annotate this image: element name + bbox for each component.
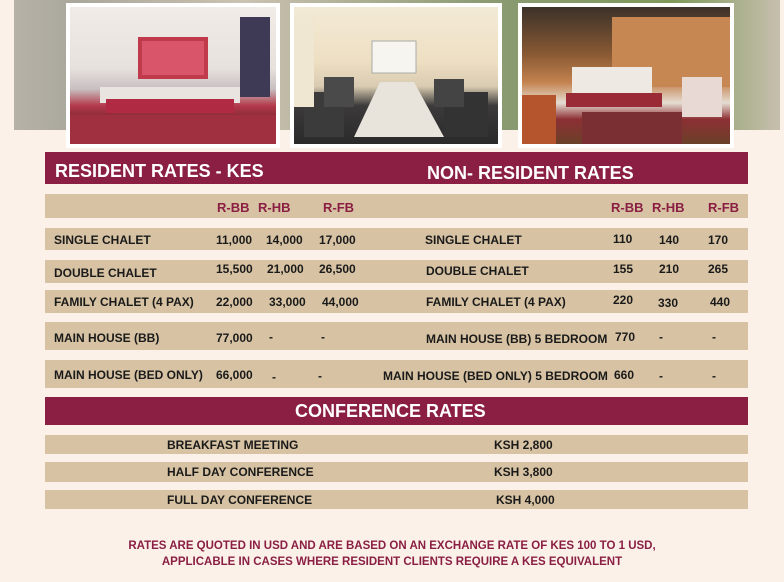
resident-room-name: SINGLE CHALET (54, 233, 151, 247)
resident-header-fb: R-FB (323, 200, 355, 215)
conference-item-name: BREAKFAST MEETING (167, 438, 299, 452)
resident-rate-hb: 21,000 (267, 262, 304, 276)
exchange-rate-note-line-2: APPLICABLE IN CASES WHERE RESIDENT CLIENTS REQUIRE A KES EQUIVALENT (161, 556, 623, 568)
nonresident-rate-hb: - (659, 369, 663, 383)
resident-rate-hb: 14,000 (266, 233, 303, 247)
resident-room-name: MAIN HOUSE (BED ONLY) (54, 368, 203, 382)
conference-row (45, 435, 748, 454)
resident-header-bb: R-BB (217, 200, 250, 215)
nonresident-rate-fb: 265 (708, 262, 729, 276)
nonresident-rate-bb: 660 (614, 368, 635, 382)
resident-rate-bb: 77,000 (216, 331, 253, 345)
rates-header-bar (45, 152, 748, 184)
nonresident-rate-hb: 140 (659, 233, 680, 247)
resident-rate-bb: 66,000 (216, 368, 253, 382)
resident-room-name: FAMILY CHALET (4 PAX) (54, 295, 194, 309)
nonresident-room-name: MAIN HOUSE (BB) 5 BEDROOM (426, 332, 608, 346)
nonresident-rate-hb: 210 (659, 262, 680, 276)
nonresident-rate-bb: 155 (613, 262, 634, 276)
rates-row (45, 290, 748, 313)
chalet-bedroom-photo (518, 3, 734, 148)
nonresident-rate-fb: 440 (710, 295, 731, 309)
resident-rate-fb: 44,000 (322, 295, 359, 309)
conference-item-name: HALF DAY CONFERENCE (167, 465, 314, 479)
bedroom-photo (66, 3, 280, 148)
resident-rate-hb: - (272, 370, 276, 384)
resident-header-hb: R-HB (258, 200, 291, 215)
rates-row (45, 360, 748, 388)
resident-rate-bb: 15,500 (216, 262, 253, 276)
conference-room-photo (290, 3, 502, 148)
resident-rate-fb: 26,500 (319, 262, 356, 276)
conference-item-price: KSH 3,800 (494, 465, 553, 479)
resident-room-name: DOUBLE CHALET (54, 266, 157, 280)
nonresident-room-name: FAMILY CHALET (4 PAX) (426, 295, 566, 309)
nonresident-rate-fb: - (712, 369, 716, 383)
resident-rate-bb: 22,000 (216, 295, 253, 309)
nonresident-room-name: MAIN HOUSE (BED ONLY) 5 BEDROOM (383, 369, 608, 383)
conference-item-name: FULL DAY CONFERENCE (167, 493, 313, 507)
conference-rates-title: CONFERENCE RATES (295, 401, 486, 421)
nonresident-rate-hb: - (659, 330, 663, 344)
rates-column-header-row (45, 194, 748, 218)
resident-rate-hb: 33,000 (269, 295, 306, 309)
resident-rate-hb: - (269, 330, 273, 344)
nonresident-rates-title: NON- RESIDENT RATES (427, 163, 634, 183)
rates-row (45, 260, 748, 283)
exchange-rate-note-line-1: RATES ARE QUOTED IN USD AND ARE BASED ON AN EXCHANGE RATE OF KES 100 TO 1 USD, (128, 540, 656, 552)
nonresident-header-hb: R-HB (652, 200, 685, 215)
nonresident-header-bb: R-BB (611, 200, 644, 215)
nonresident-rate-fb: 170 (708, 233, 729, 247)
conference-row (45, 490, 748, 509)
resident-rate-bb: 11,000 (216, 233, 253, 247)
resident-rate-fb: - (318, 369, 322, 383)
nonresident-room-name: DOUBLE CHALET (426, 264, 529, 278)
nonresident-header-fb: R-FB (708, 200, 740, 215)
rates-row (45, 228, 748, 250)
resident-rate-fb: - (321, 330, 325, 344)
nonresident-rate-bb: 770 (615, 330, 636, 344)
conference-row (45, 462, 748, 482)
nonresident-rate-bb: 110 (613, 232, 633, 246)
resident-room-name: MAIN HOUSE (BB) (54, 331, 160, 345)
nonresident-rate-bb: 220 (613, 293, 634, 307)
resident-rates-title: RESIDENT RATES - KES (55, 161, 264, 181)
nonresident-room-name: SINGLE CHALET (425, 233, 522, 247)
conference-rates-bar (45, 397, 748, 425)
nonresident-rate-fb: - (712, 330, 716, 344)
conference-item-price: KSH 2,800 (494, 438, 553, 452)
rates-row (45, 322, 748, 350)
nonresident-rate-hb: 330 (658, 296, 679, 310)
resident-rate-fb: 17,000 (319, 233, 356, 247)
conference-item-price: KSH 4,000 (496, 493, 555, 507)
